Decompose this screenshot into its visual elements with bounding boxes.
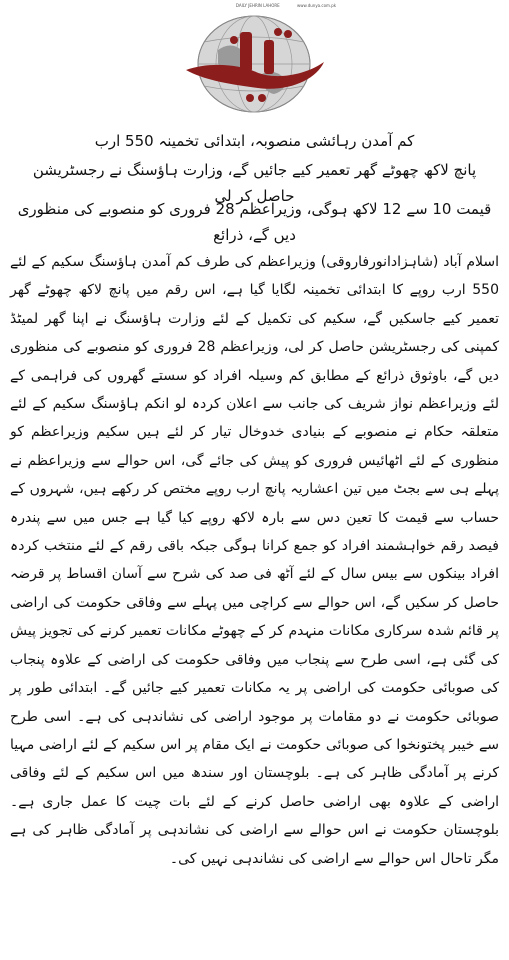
headline-secondary: پانچ لاکھ چھوٹے گھر تعمیر کیے جائیں گے، وزارت ہاؤسنگ نے رجسٹریشن حاصل کر لی bbox=[32, 161, 477, 205]
headline-primary: کم آمدن رہائشی منصوبہ، ابتدائی تخمینہ 550 ارب bbox=[94, 132, 415, 150]
headline-tertiary: قیمت 10 سے 12 لاکھ ہوگی، وزیراعظم 28 فروری کو منصوبے کی منظوری دیں گے، ذرائع bbox=[17, 200, 492, 244]
globe-graphic bbox=[198, 16, 310, 112]
masthead-date-text: DAILY JEHRIN LAHORE bbox=[235, 3, 280, 8]
article-body: اسلام آباد (شاہزادانورفاروقی) وزیراعظم کی طرف کم آمدن ہاؤسنگ سکیم کے لئے 550 ارب روپے کا ابتدائی تخمینہ لگایا گیا ہے، اس رقم میں پانچ لاکھ چھوٹے گھر تعمیر کیے جاسکیں گے، سکیم کی تکمیل کے لئے وزارت ہاؤسنگ نے اپنا گھر لمیٹڈ کمپنی کی رجسٹریشن حاصل کر لی، وزیراعظم 28 فروری کو منصوبے کی منظوری دیں گے، باوثوق ذرائع کے مطابق کم وسیلہ افراد کو سستے گھروں کی فراہمی کے لئے وزیراعظم نواز شریف کی جانب سے اعلان کردہ لو انکم ہاؤسنگ سکیم کے لئے متعلقہ حکام نے منصوبے کے بنیادی خدوخال تیار کر لئے ہیں سکیم وزیراعظم کو منظوری کے لئے اٹھائیس فروری کو پیش کی جائے گی، اس حوالے سے وزیراعظم نے پہلے ہی سے بجٹ میں تین اعشاریہ پانچ ارب روپے مختص کر رکھے ہیں، شہروں کے حساب سے قیمت کا تعین دس سے بارہ لاکھ روپے کیا گیا ہے جس میں سے پندرہ فیصد رقم خواہشمند افراد کو جمع کرانا ہوگی جبکہ باقی رقم کے لئے منتخب کردہ افراد بینکوں سے بیس سال کے لئے آٹھ فی صد کی شرح سے آسان اقساط پر قرضہ حاصل کر سکیں گے، اس حوالے سے کراچی میں پہلے سے وفاقی حکومت کی اراضی پر قائم شدہ سرکاری مکانات منہدم کر کے چھوٹے مکانات تعمیر کرنے کی تجویز پیش کی گئی ہے، اسی طرح سے پنجاب میں وفاقی حکومت کی اراضی کے علاوہ پنجاب کی صوبائی حکومت کی اراضی پر یہ مکانات تعمیر کیے جائیں گے۔ ابتدائی طور پر صوبائی حکومت نے دو مقامات پر موجود اراضی کی نشاندہی کی ہے۔ اسی طرح سے خیبر پختونخوا کی صوبائی حکومت نے ایک مقام پر اس سکیم کے لئے اراضی مہیا کرنے پر آمادگی ظاہر کی ہے۔ بلوچستان اور سندھ میں اس سکیم کے لئے وفاقی اراضی کے علاوہ بھی اراضی حاصل کرنے کے لئے بات چیت کا عمل جاری ہے۔ بلوچستان حکومت نے اس حوالے سے اراضی کی نشاندہی پر آمادگی ظاہر کی ہے مگر تاحال اس حوالے سے اراضی کی نشاندہی نہیں کی۔ bbox=[10, 254, 500, 867]
masthead-url-text: www.dunya.com.pk bbox=[296, 3, 337, 8]
dunya-logo bbox=[178, 10, 330, 114]
newspaper-masthead bbox=[0, 0, 509, 118]
